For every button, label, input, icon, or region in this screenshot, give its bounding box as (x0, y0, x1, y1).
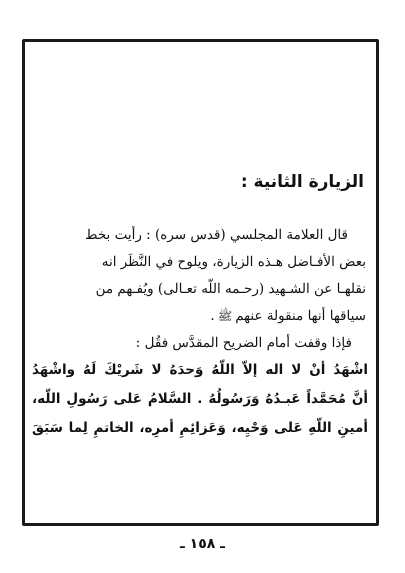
paragraph-line-last: سياقها أنها منقولة عنهمﷺ. (210, 308, 366, 324)
page-number: ـ ١٥٨ ـ (180, 536, 225, 552)
section-title: الزيارة الثانية : (240, 172, 364, 192)
narration-paragraph (32, 222, 370, 330)
paragraph-line: قال العلامة المجلسي (قدس سره) : رأيت بخط (85, 227, 348, 243)
paragraph-line: نقلهـا عن الشـهيد (رحـمه اللّه تعـالى) ويُفـهم من (95, 281, 366, 297)
ziyarah-text (32, 356, 370, 443)
sallallah-glyph: ﷺ (217, 309, 233, 323)
paragraph-line: بعض الأفـاضل هـذه الزيارة، ويلوح في النَّظَر انه (101, 254, 366, 270)
paragraph-line: سياقها أنها منقولة عنهم (235, 308, 366, 324)
ziyarah-line: اشْهَدُ أنْ لا اله إلاّ اللّهُ وَحدَهُ لا شَريْكَ لَهُ واشْهَدُ (32, 362, 368, 378)
ziyarah-intro-line: فإذا وقفت أمام الضريح المقدَّس فقُل : (135, 335, 352, 351)
page-content (32, 170, 370, 443)
ziyarah-line: أنَّ مُحَمَّداً عَبـدُهُ وَرَسُولُهُ . السَّلامُ عَلى رَسُولِ اللّه، (32, 391, 368, 407)
ziyarah-line: أمينِ اللّهِ عَلى وَحْيِه، وَعَزائِمِ أمرِه، الخاتمِ لِما سَبَقَ (32, 420, 368, 436)
